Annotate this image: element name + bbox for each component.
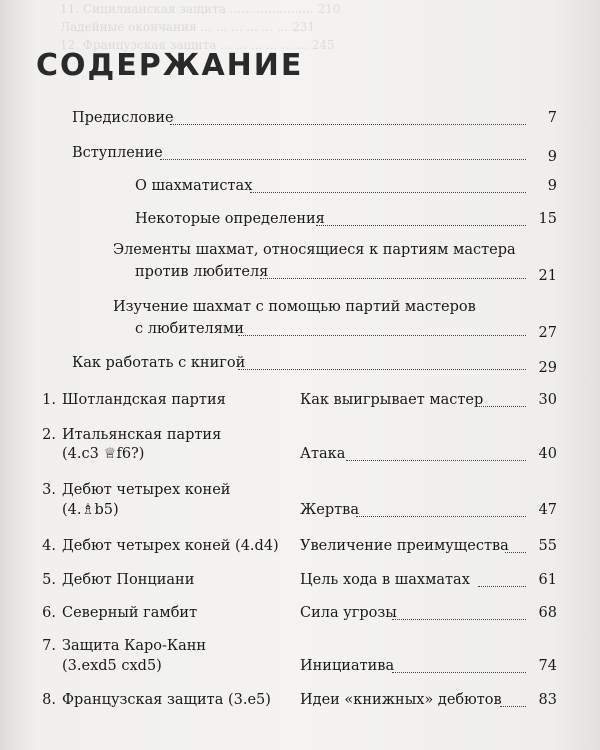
dot-leader <box>170 124 526 125</box>
dot-leader <box>316 225 526 226</box>
bleed-line: 11. Сицилианская защита ...................... 210 <box>60 2 341 16</box>
chapter-5 <box>36 570 194 590</box>
dot-leader <box>505 552 526 553</box>
chapter-2-variation: (4.с3 ♕f6?) <box>62 446 145 462</box>
dot-leader <box>260 278 526 279</box>
bleed-line: Ладейные окончания ... ... ... ... ... ... 231 <box>60 20 315 34</box>
lesson-2: Атака <box>300 446 346 462</box>
lesson-1: Как выигрывает мастер <box>300 392 484 408</box>
lesson-6: Сила угрозы <box>300 605 397 621</box>
chapter-title: Дебют четырех коней <box>62 482 231 498</box>
page-number: 61 <box>538 572 557 588</box>
dot-leader <box>476 406 526 407</box>
lesson-7: Инициатива <box>300 658 395 674</box>
chapter-number: 5. <box>42 572 56 588</box>
chapter-7 <box>36 636 206 656</box>
page-number: 55 <box>538 538 557 554</box>
chapter-title: Защита Каро-Канн <box>62 638 207 654</box>
chapter-number: 1. <box>42 392 56 408</box>
dot-leader <box>500 706 526 707</box>
page-number: 9 <box>547 149 557 165</box>
page-number: 7 <box>547 110 557 126</box>
dot-leader <box>238 335 526 336</box>
page-number: 74 <box>538 658 557 674</box>
dot-leader <box>356 516 526 517</box>
chapter-3 <box>36 480 230 500</box>
dot-leader <box>478 586 526 587</box>
chapter-4 <box>36 536 279 556</box>
page-number: 29 <box>538 360 557 376</box>
dot-leader <box>160 159 526 160</box>
chapter-8 <box>36 690 271 710</box>
chapter-title: Итальянская партия <box>62 427 222 443</box>
lesson-4: Увеличение преимущества <box>300 538 509 554</box>
page-number: 27 <box>538 325 557 341</box>
chapter-6 <box>36 603 197 623</box>
chapter-number: 7. <box>42 638 56 654</box>
chapter-title: Северный гамбит <box>62 605 198 621</box>
dot-leader <box>250 192 526 193</box>
toc-entry-how-to-use: Как работать с книгой <box>72 355 246 371</box>
dot-leader <box>346 460 526 461</box>
chapter-number: 6. <box>42 605 56 621</box>
page-number: 83 <box>538 692 557 708</box>
chapter-1 <box>36 390 226 410</box>
dot-leader <box>238 369 526 370</box>
lesson-5: Цель хода в шахматах <box>300 572 470 588</box>
chapter-number: 3. <box>42 482 56 498</box>
page-number: 68 <box>538 605 557 621</box>
dot-leader <box>392 672 526 673</box>
chapter-7-variation: (3.exd5 cxd5) <box>62 658 162 674</box>
page-number: 9 <box>547 178 557 194</box>
chapter-title: Шотландская партия <box>62 392 226 408</box>
dot-leader <box>392 619 526 620</box>
chapter-title: Французская защита (3.e5) <box>62 692 271 708</box>
lesson-3: Жертва <box>300 502 359 518</box>
page-number: 15 <box>538 211 557 227</box>
toc-entry-studying-chess-line2: с любителями <box>135 321 244 337</box>
chapter-title: Дебют четырех коней (4.d4) <box>62 538 279 554</box>
page-title: СОДЕРЖАНИЕ <box>36 48 304 83</box>
toc-entry-introduction: Вступление <box>72 145 163 161</box>
toc-entry-definitions: Некоторые определения <box>135 211 325 227</box>
page-number: 47 <box>538 502 557 518</box>
toc-entry-studying-chess: Изучение шахмат с помощью партий мастеров <box>113 299 476 315</box>
bleed-line: 12. Французская защита ... ... ... ... ... ... 245 <box>60 38 335 52</box>
chapter-number: 4. <box>42 538 56 554</box>
toc-entry-chess-elements-line2: против любителя <box>135 264 269 280</box>
page-number: 30 <box>538 392 557 408</box>
chapter-2 <box>36 425 221 445</box>
page-number: 21 <box>538 268 557 284</box>
toc-entry-chess-elements: Элементы шахмат, относящиеся к партиям мастера <box>113 242 516 258</box>
chapter-number: 2. <box>42 427 56 443</box>
toc-entry-preface: Предисловие <box>72 110 174 126</box>
lesson-8: Идеи «книжных» дебютов <box>300 692 502 708</box>
chapter-title: Дебют Понциани <box>62 572 195 588</box>
toc-entry-about-players: О шахматистах <box>135 178 253 194</box>
chapter-number: 8. <box>42 692 56 708</box>
chapter-3-variation: (4.♗b5) <box>62 502 119 518</box>
page-number: 40 <box>538 446 557 462</box>
